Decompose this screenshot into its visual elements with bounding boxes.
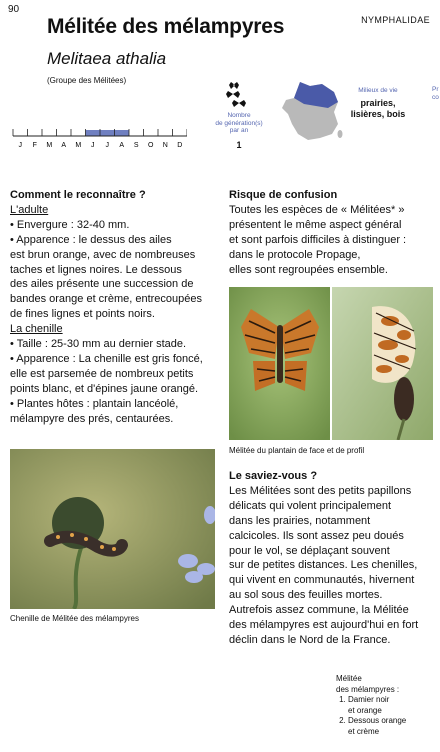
legend-item-1: 1. Damier noir et orange — [348, 695, 436, 716]
text-line: bandes orange et crème, entrecoupées — [10, 293, 203, 306]
confusion-text — [229, 203, 429, 278]
habitat-label: Milieux de vie — [358, 87, 398, 94]
month-label: O — [148, 142, 154, 149]
active-month-cell — [115, 130, 130, 136]
adult-subheading: L'adulte — [10, 203, 49, 216]
legend-note: Mélitée des mélampyres : 1. Damier noir et orange 2. Dessous orange et crème — [336, 674, 436, 737]
family-label: NYMPHALIDAE — [361, 15, 430, 25]
text-line: présentent le même aspect général — [229, 218, 402, 231]
recognition-section — [10, 188, 220, 427]
caterpillar-description — [10, 337, 220, 426]
active-month-cell — [100, 130, 115, 136]
text-line: elle est parsemée de nombreux petits — [10, 367, 194, 380]
text-line: • Taille : 25-30 mm au dernier stade. — [10, 338, 187, 351]
month-label: M — [46, 142, 53, 149]
month-label: D — [177, 142, 183, 149]
caterpillar-caption: Chenille de Mélitée des mélampyres — [10, 614, 139, 623]
text-line: déclin dans le Nord de la France. — [229, 633, 391, 646]
recognition-heading: Comment le reconnaître ? — [10, 189, 146, 201]
text-line: • Apparence : La chenille est gris foncé, — [10, 352, 203, 365]
text-line: pour le vol, se déplaçant souvent — [229, 544, 390, 557]
text-line: est brun orange, avec de nombreuses — [10, 248, 196, 261]
text-line: sur de petites distances. Les chenilles, — [229, 559, 418, 572]
text-line: elles sont regroupées ensemble. — [229, 263, 388, 276]
caterpillar-subheading: La chenille — [10, 323, 63, 336]
text-line: dans les prairies, notamment — [229, 514, 371, 527]
species-group: (Groupe des Mélitées) — [47, 76, 127, 85]
month-label: A — [61, 142, 67, 149]
latin-name: Melitaea athalia — [47, 49, 167, 68]
text-line: taches et lignes noires. Le dessous — [10, 263, 182, 276]
text-line: mélampyre des prés, centaurées. — [10, 412, 174, 425]
did-you-know-heading: Le saviez-vous ? — [229, 470, 318, 482]
text-line: des mélampyres est aujourd'hui en fort — [229, 619, 419, 632]
text-line: de fines lignes et points noirs. — [10, 308, 155, 321]
text-line: calcicoles. Ils sont assez peu doués — [229, 529, 404, 542]
caterpillar-photo — [10, 449, 215, 609]
month-label: M — [75, 142, 82, 149]
text-line: • Plantes hôtes : plantain lancéolé, — [10, 397, 179, 410]
butterfly-generation-icon — [224, 80, 250, 110]
month-label: J — [18, 142, 22, 149]
page-number: 90 — [8, 4, 20, 15]
text-line: dans le protocole Propage, — [229, 248, 361, 261]
month-label: F — [32, 142, 37, 149]
generations-value: 1 — [236, 140, 242, 150]
generations-label: Nombre de génération(s) par an — [215, 112, 263, 134]
adult-description — [10, 218, 220, 322]
text-line: délicats qui volent principalement — [229, 499, 392, 512]
confusion-heading: Risque de confusion — [229, 189, 338, 201]
month-label: A — [119, 142, 125, 149]
did-you-know-text — [229, 484, 429, 648]
text-line: Toutes les espèces de « Mélitées* » — [229, 203, 405, 216]
text-line: des ailes présente une succession de — [10, 278, 194, 291]
butterfly-front-photo — [229, 287, 330, 440]
page-title: Mélitée des mélampyres — [47, 15, 285, 38]
france-distribution-map — [278, 80, 344, 142]
flight-period-calendar — [11, 126, 187, 150]
text-line: Les Mélitées sont des petits papillons — [229, 484, 412, 497]
butterfly-profile-photo — [332, 287, 433, 440]
butterflies-caption: Mélitée du plantain de face et de profil — [229, 446, 365, 455]
did-you-know-section — [229, 469, 429, 648]
month-label: N — [162, 142, 168, 149]
month-label: S — [133, 142, 139, 149]
text-line: et sont parfois difficiles à distinguer : — [229, 233, 407, 246]
text-line: qui vivent en communautés, hivernent — [229, 574, 415, 587]
legend-item-2: 2. Dessous orange et crème — [348, 716, 436, 737]
cut-off-label: Pr co — [432, 86, 439, 101]
text-line: • Envergure : 32-40 mm. — [10, 218, 130, 231]
text-line: au sol sous des feuilles mortes. — [229, 589, 383, 602]
habitat-value: prairies, lisières, bois — [350, 98, 406, 119]
text-line: Autrefois assez commune, la Mélitée — [229, 604, 409, 617]
text-line: • Apparence : le dessus des ailes — [10, 233, 172, 246]
month-label: J — [91, 142, 95, 149]
active-month-cell — [86, 130, 101, 136]
confusion-section — [229, 188, 429, 277]
text-line: points blanc, et d'épines jaune orangé. — [10, 382, 199, 395]
month-label: J — [105, 142, 109, 149]
